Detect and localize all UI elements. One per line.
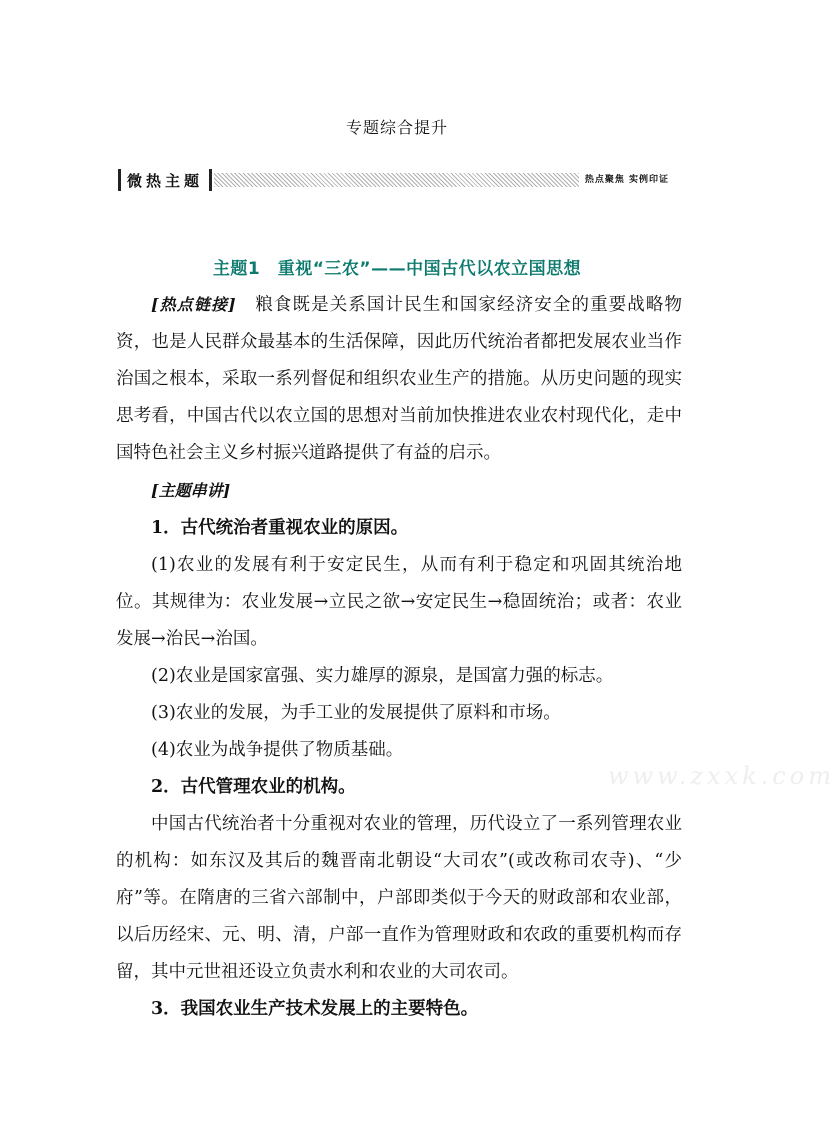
item1-point-4: (4)农业为战争提供了物质基础。: [151, 740, 404, 760]
hot-link-tag: [热点链接]: [151, 295, 236, 314]
topic-explain-tag: [116, 472, 682, 510]
item1-point-3: (3)农业的发展，为手工业的发展提供了原料和市场。: [151, 703, 561, 723]
banner-stripe-bar: [214, 173, 673, 187]
topic-explain-tag-label: [主题串讲]: [151, 481, 231, 500]
item1-point-1: (1)农业的发展有利于安定民生，从而有利于稳定和巩固其统治地位。其规律为：农业发展→立民之欲→安定民生→稳固统治；或者：农业发展→治民→治国。: [116, 555, 682, 649]
hot-link-paragraph: [116, 286, 682, 472]
document-body: [116, 286, 682, 1028]
section-banner: [118, 168, 673, 192]
item1-point-2: (2)农业是国家富强、实力雄厚的源泉，是国富力强的标志。: [151, 666, 614, 686]
banner-label: 微热主题: [118, 169, 212, 191]
watermark: www.zxxk.com: [608, 762, 835, 790]
item2-text: 中国古代统治者十分重视对农业的管理，历代设立了一系列管理农业的机构：如东汉及其后的魏晋南北朝设“大司农”(或改称司农寺)、“少府”等。在隋唐的三省六部制中，户部即类似于今天的财政部和农业部，以后历经宋、元、明、清，户部一直作为管理财政和农政的重要机构而存留，其中元世祖还设立负责水利和农业的大司农司。: [116, 814, 682, 982]
topic-heading: 主题1 重视“三农”——中国古代以农立国思想: [212, 259, 582, 279]
hot-link-text: 粮食既是关系国计民生和国家经济安全的重要战略物资，也是人民群众最基本的生活保障，因此历代统治者都把发展农业当作治国之根本，采取一系列督促和组织农业生产的措施。从历史问题的现实思考看，中国古代以农立国的思想对当前加快推进农业农村现代化，走中国特色社会主义乡村振兴道路提供了有益的启示。: [116, 295, 682, 463]
item1-heading: 1．古代统治者重视农业的原因。: [151, 518, 409, 538]
page-title: 专题综合提升: [345, 118, 448, 137]
banner-subtitle: 热点聚焦 实例印证: [579, 173, 673, 187]
item3-heading: 3．我国农业生产技术发展上的主要特色。: [151, 999, 479, 1019]
item2-heading: 2．古代管理农业的机构。: [151, 777, 356, 797]
